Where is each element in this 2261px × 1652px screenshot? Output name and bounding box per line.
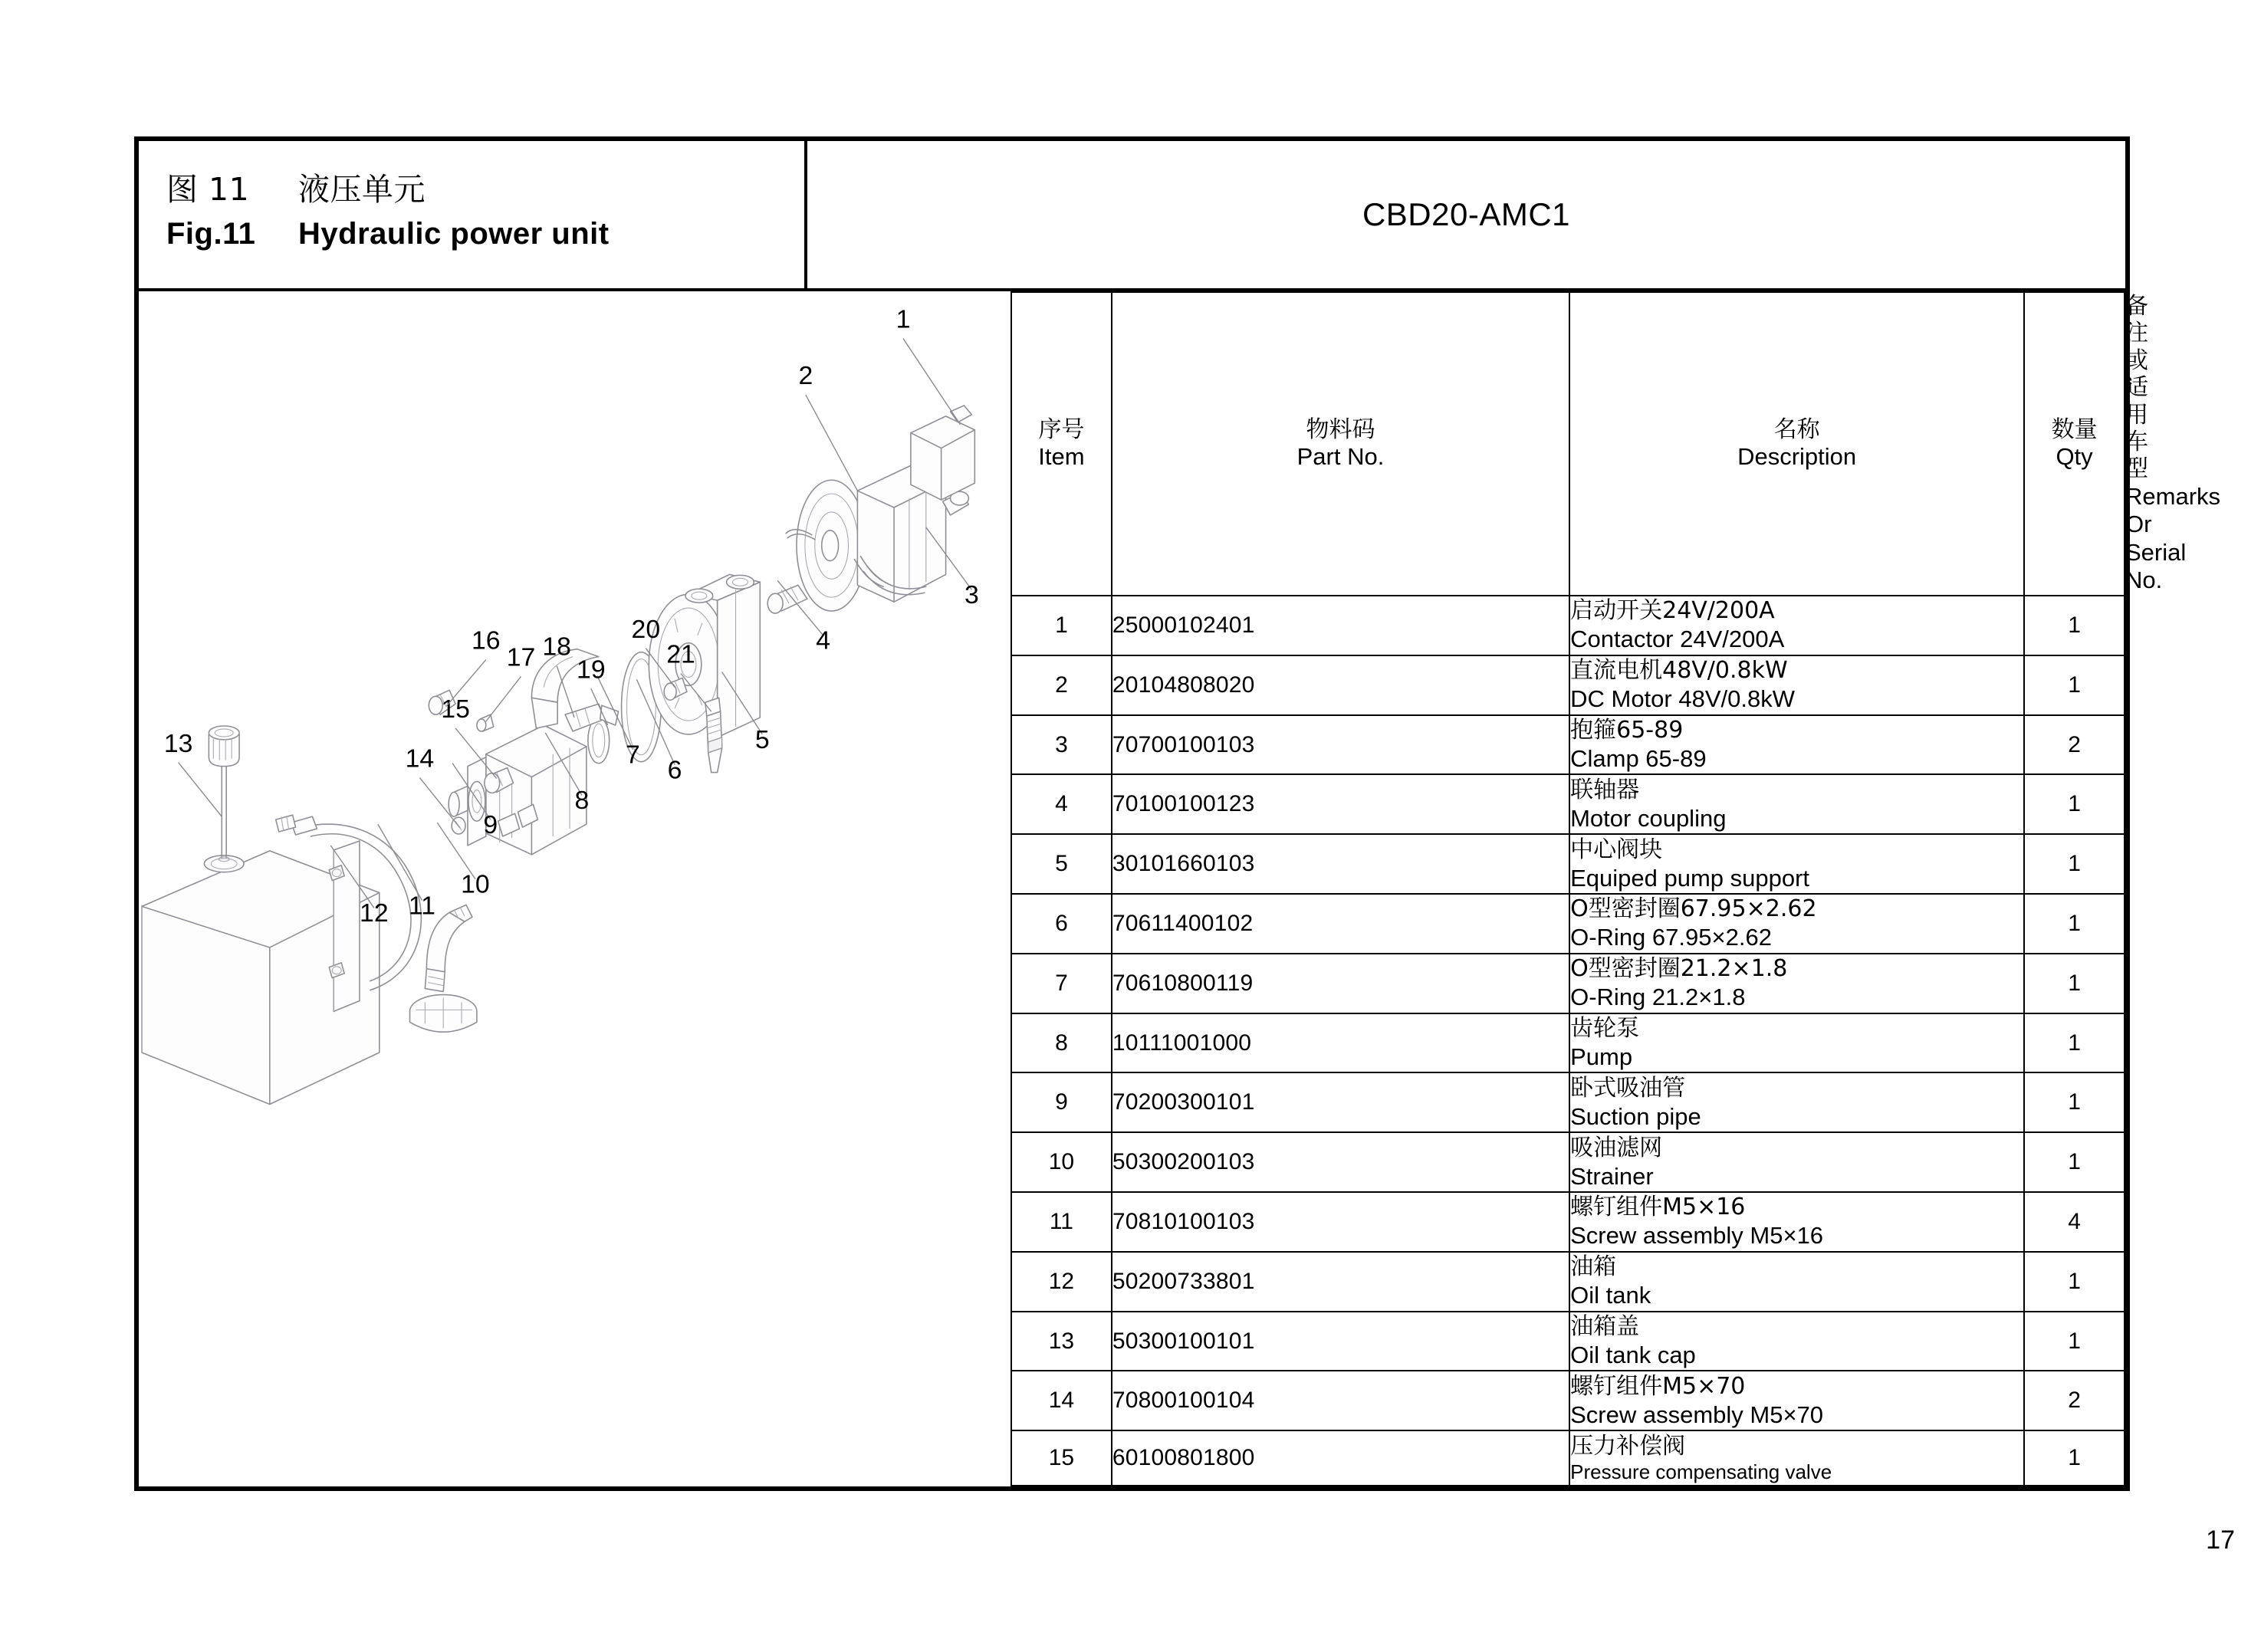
- callout-7: [597, 675, 640, 769]
- description-english: Strainer: [1570, 1162, 1654, 1190]
- cell-qty: 1: [2024, 894, 2125, 954]
- callout-number: 15: [441, 695, 470, 724]
- cell-qty: 1: [2024, 1430, 2125, 1486]
- cell-description: [1569, 1312, 2024, 1371]
- callout-number: 4: [816, 626, 831, 655]
- callout-2: [798, 361, 857, 491]
- description-chinese: O型密封圈21.2×1.8: [1570, 955, 1788, 983]
- callout-number: 20: [631, 614, 661, 644]
- cell-description: [1569, 1132, 2024, 1192]
- description-english: O-Ring 67.95×2.62: [1570, 924, 1772, 951]
- callout-number: 2: [798, 361, 813, 391]
- leader-line: [806, 395, 858, 491]
- cell-part-no: 70611400102: [1112, 894, 1569, 954]
- cell-description: [1569, 1072, 2024, 1132]
- callout-number: 5: [754, 724, 770, 754]
- cell-item: 5: [1011, 834, 1112, 894]
- callout-number: 17: [506, 642, 536, 672]
- description-chinese: 油箱: [1570, 1253, 1617, 1281]
- table-row: [1011, 1312, 2125, 1371]
- column-header-item: 序号 Item: [1011, 292, 1112, 596]
- cell-part-no: 70810100103: [1112, 1192, 1569, 1252]
- description-english: Screw assembly M5×70: [1570, 1401, 1824, 1428]
- cell-qty: 2: [2024, 715, 2125, 775]
- description-chinese: 抱箍65-89: [1570, 716, 1684, 744]
- model-designation-cell: [807, 141, 2125, 288]
- table-row: [1011, 894, 2125, 954]
- description-english: Equiped pump support: [1570, 864, 1810, 892]
- callout-number: 14: [405, 744, 435, 773]
- table-row: [1011, 1371, 2125, 1430]
- callout-number: 1: [896, 304, 911, 334]
- cell-item: 1: [1011, 596, 1112, 655]
- figure-name-cn: 液压单元: [298, 171, 426, 208]
- title-block: [139, 141, 2125, 291]
- table-row: [1011, 1013, 2125, 1073]
- description-chinese: 联轴器: [1570, 776, 1640, 803]
- part-plug-17: [477, 714, 494, 731]
- figure-title-english: [166, 217, 804, 251]
- table-row: [1011, 1072, 2125, 1132]
- page-number: 17: [2206, 1526, 2235, 1555]
- cell-description: [1569, 655, 2024, 715]
- description-chinese: 直流电机48V/0.8kW: [1570, 657, 1788, 685]
- table-row: [1011, 834, 2125, 894]
- cell-item: 4: [1011, 774, 1112, 834]
- cell-item: 6: [1011, 894, 1112, 954]
- callout-layer: [164, 305, 979, 928]
- figure-name-en: Hydraulic power unit: [298, 217, 610, 251]
- description-english: Oil tank: [1570, 1282, 1651, 1309]
- column-header-qty: 数量 Qty: [2024, 292, 2125, 596]
- cell-part-no: 70610800119: [1112, 954, 1569, 1013]
- cell-item: 8: [1011, 1013, 1112, 1073]
- description-english: Suction pipe: [1570, 1102, 1701, 1130]
- description-english: Screw assembly M5×16: [1570, 1222, 1824, 1250]
- figure-label-en: Fig.11: [166, 217, 256, 251]
- figure-label-cn: 图 11: [166, 171, 250, 208]
- callout-number: 9: [483, 810, 498, 840]
- cell-qty: 1: [2024, 655, 2125, 715]
- cell-qty: 1: [2024, 1312, 2125, 1371]
- cell-description: [1569, 894, 2024, 954]
- cell-item: 12: [1011, 1252, 1112, 1312]
- cell-qty: 4: [2024, 1192, 2125, 1252]
- drawing-frame: [134, 136, 2221, 1491]
- cell-qty: 1: [2024, 1072, 2125, 1132]
- table-row: [1011, 1252, 2125, 1312]
- column-header-part-no: 物料码 Part No.: [1112, 292, 1569, 596]
- description-chinese: 螺钉组件M5×70: [1570, 1372, 1746, 1400]
- callout-number: 19: [577, 655, 606, 685]
- parts-list: [1011, 291, 2221, 1486]
- description-english: Contactor 24V/200A: [1570, 626, 1785, 653]
- description-chinese: 压力补偿阀: [1570, 1432, 1686, 1460]
- cell-qty: 1: [2024, 1132, 2125, 1192]
- leader-line: [903, 339, 960, 425]
- table-row: [1011, 655, 2125, 715]
- part-valve-block: [649, 574, 760, 737]
- cell-part-no: 60100801800: [1112, 1430, 1569, 1486]
- cell-qty: 1: [2024, 596, 2125, 655]
- cell-item: 14: [1011, 1371, 1112, 1430]
- table-row: [1011, 1430, 2125, 1486]
- callout-number: 11: [408, 891, 435, 921]
- cell-part-no: 10111001000: [1112, 1013, 1569, 1073]
- cell-item: 10: [1011, 1132, 1112, 1192]
- table-row: [1011, 1192, 2125, 1252]
- part-valve-stem-19: [565, 704, 619, 731]
- model-designation: CBD20-AMC1: [1362, 196, 1571, 232]
- callout-number: 12: [360, 898, 389, 928]
- description-chinese: O型密封圈67.95×2.62: [1570, 895, 1817, 923]
- cell-qty: 1: [2024, 1013, 2125, 1073]
- cell-part-no: 70800100104: [1112, 1371, 1569, 1430]
- callout-number: 13: [163, 728, 193, 758]
- cell-part-no: 20104808020: [1112, 655, 1569, 715]
- cell-description: [1569, 834, 2024, 894]
- figure-title-cell: [139, 141, 807, 288]
- leader-line: [179, 763, 222, 817]
- description-english: O-Ring 21.2×1.8: [1570, 984, 1746, 1011]
- cell-item: 11: [1011, 1192, 1112, 1252]
- cell-description: [1569, 1192, 2024, 1252]
- description-chinese: 卧式吸油管: [1570, 1074, 1686, 1102]
- callout-number: 21: [666, 639, 695, 669]
- exploded-view-svg: [139, 291, 1011, 1486]
- cell-part-no: 70200300101: [1112, 1072, 1569, 1132]
- cell-qty: 2: [2024, 1371, 2125, 1430]
- callout-number: 8: [574, 786, 590, 816]
- cell-description: [1569, 1013, 2024, 1073]
- callout-number: 3: [964, 580, 979, 610]
- figure-title-chinese: [166, 164, 804, 209]
- description-english: Clamp 65-89: [1570, 744, 1707, 772]
- cell-part-no: 70100100123: [1112, 774, 1569, 834]
- part-oil-tank-cap: [209, 726, 239, 862]
- cell-part-no: 25000102401: [1112, 596, 1569, 655]
- cell-description: [1569, 715, 2024, 775]
- cell-item: 13: [1011, 1312, 1112, 1371]
- cell-item: 9: [1011, 1072, 1112, 1132]
- table-header-row: 序号 Item 物料码 Part No. 名称 Description 数量 Qty 备注或适用车型 Remarks Or Serial No.: [1011, 292, 2125, 596]
- callout-number: 7: [626, 740, 640, 770]
- callout-number: 6: [667, 755, 682, 785]
- description-english: DC Motor 48V/0.8kW: [1570, 685, 1795, 713]
- cell-part-no: 70700100103: [1112, 715, 1569, 775]
- cell-description: [1569, 1371, 2024, 1430]
- table-row: [1011, 1132, 2125, 1192]
- cell-item: 3: [1011, 715, 1112, 775]
- part-cartridge-21: [705, 698, 722, 772]
- description-chinese: 启动开关24V/200A: [1570, 597, 1775, 625]
- part-contactor: [911, 406, 974, 500]
- table-row: [1011, 715, 2125, 775]
- description-chinese: 中心阀块: [1570, 836, 1663, 863]
- part-mounting-bracket: [329, 841, 360, 1011]
- cell-part-no: 50300200103: [1112, 1132, 1569, 1192]
- cell-part-no: 30101660103: [1112, 834, 1569, 894]
- cell-description: [1569, 1252, 2024, 1312]
- callout-number: 10: [461, 869, 490, 899]
- cell-description: [1569, 954, 2024, 1013]
- description-english: Pump: [1570, 1043, 1633, 1070]
- callout-number: 18: [542, 632, 571, 662]
- parts-table: [1011, 291, 2221, 1486]
- callout-1: [896, 305, 961, 425]
- leader-line: [378, 824, 422, 900]
- cell-part-no: 50200733801: [1112, 1252, 1569, 1312]
- cell-qty: 1: [2024, 954, 2125, 1013]
- description-english: Oil tank cap: [1570, 1341, 1696, 1368]
- exploded-view-diagram: [139, 291, 1011, 1486]
- cell-part-no: 50300100101: [1112, 1312, 1569, 1371]
- cell-qty: 1: [2024, 834, 2125, 894]
- table-row: [1011, 596, 2125, 655]
- cell-item: 15: [1011, 1430, 1112, 1486]
- table-row: [1011, 774, 2125, 834]
- cell-item: 7: [1011, 954, 1112, 1013]
- cell-item: 2: [1011, 655, 1112, 715]
- cell-qty: 1: [2024, 774, 2125, 834]
- callout-number: 16: [472, 626, 501, 655]
- cell-description: [1569, 774, 2024, 834]
- table-row: [1011, 954, 2125, 1013]
- description-chinese: 螺钉组件M5×16: [1570, 1194, 1746, 1221]
- description-chinese: 齿轮泵: [1570, 1014, 1640, 1042]
- cell-description: [1569, 596, 2024, 655]
- description-chinese: 吸油滤网: [1570, 1134, 1663, 1161]
- leader-line: [486, 676, 521, 721]
- description-english: Pressure compensating valve: [1570, 1460, 1832, 1483]
- description-english: Motor coupling: [1570, 804, 1727, 832]
- cell-description: [1569, 1430, 2024, 1486]
- part-strainer: [410, 995, 477, 1033]
- column-header-description: 名称 Description: [1569, 292, 2024, 596]
- cell-qty: 1: [2024, 1252, 2125, 1312]
- description-chinese: 油箱盖: [1570, 1312, 1640, 1340]
